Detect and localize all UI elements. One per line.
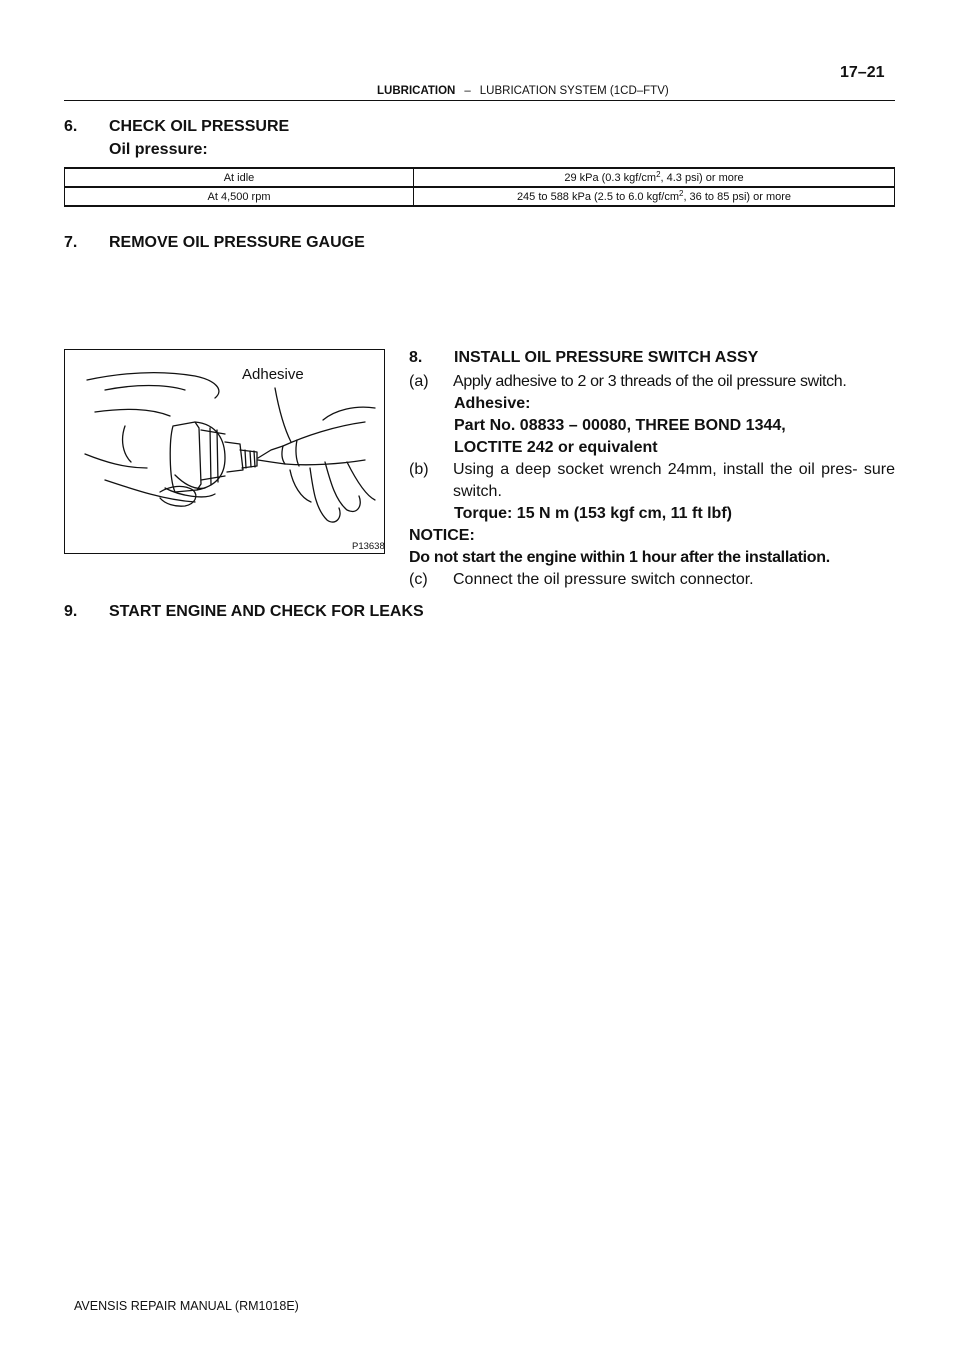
- illustration-apply-adhesive: [64, 349, 385, 554]
- step-7-title: REMOVE OIL PRESSURE GAUGE: [109, 234, 365, 251]
- step-9-number: 9.: [64, 603, 78, 620]
- step-8-title: INSTALL OIL PRESSURE SWITCH ASSY: [454, 349, 759, 366]
- torque-spec: Torque: 15 N m (153 kgf cm, 11 ft lbf): [454, 505, 732, 522]
- value-cell: 245 to 588 kPa (2.5 to 6.0 kgf/$cm^2$, 36 to 85 psi) or more: [414, 187, 895, 206]
- step-8b-text: Using a deep socket wrench 24mm, install the oil pres- sure switch.: [453, 461, 895, 500]
- oil-pressure-subtitle: Oil pressure:: [109, 141, 208, 158]
- step-6-title: CHECK OIL PRESSURE: [109, 118, 290, 135]
- step-8a-text: Apply adhesive to 2 or 3 threads of the oil pressure switch.: [453, 373, 847, 390]
- step-8c: [409, 569, 895, 591]
- value-cell: 29 kPa (0.3 kgf/$cm^2$, 4.3 psi) or more: [414, 168, 895, 187]
- adhesive-part-line1: Part No. 08833 – 00080, THREE BOND 1344,: [454, 417, 786, 434]
- footer-manual-id: AVENSIS REPAIR MANUAL (RM1018E): [74, 1299, 299, 1313]
- adhesive-part-line2: LOCTITE 242 or equivalent: [454, 439, 658, 456]
- page-number: 17–21: [840, 64, 885, 81]
- step-8a-label: (a): [409, 373, 429, 390]
- header-section: LUBRICATION: [377, 85, 456, 97]
- header-separator: –: [464, 85, 471, 97]
- step-6-number: 6.: [64, 118, 78, 135]
- step-9-title: START ENGINE AND CHECK FOR LEAKS: [109, 603, 424, 620]
- notice-text: Do not start the engine within 1 hour after the installation.: [409, 549, 830, 566]
- step-8-number: 8.: [409, 349, 423, 366]
- step-8b: [409, 459, 895, 503]
- adhesive-title: Adhesive:: [454, 395, 531, 412]
- figure-id: P13638: [352, 541, 385, 552]
- figure-callout-adhesive: Adhesive: [242, 366, 304, 383]
- table-row: [65, 187, 895, 206]
- step-8b-label: (b): [409, 461, 429, 478]
- step-9-heading: [64, 601, 424, 623]
- condition-cell: At idle: [65, 168, 414, 187]
- step-8-block: [409, 347, 895, 591]
- step-7-heading: [64, 232, 365, 254]
- step-6-heading: [64, 116, 289, 138]
- step-8-heading: [409, 347, 895, 369]
- step-8a: [409, 371, 895, 393]
- step-7-number: 7.: [64, 234, 78, 251]
- running-header: [377, 85, 669, 97]
- hands-applying-adhesive-drawing: [65, 350, 385, 554]
- step-8c-label: (c): [409, 571, 428, 588]
- table-row: [65, 168, 895, 187]
- condition-cell: At 4,500 rpm: [65, 187, 414, 206]
- header-subsection: LUBRICATION SYSTEM (1CD–FTV): [479, 85, 669, 97]
- oil-pressure-table: [64, 167, 895, 207]
- notice-title: NOTICE:: [409, 527, 475, 544]
- header-rule: [64, 100, 895, 101]
- step-8c-text: Connect the oil pressure switch connector.: [453, 571, 754, 588]
